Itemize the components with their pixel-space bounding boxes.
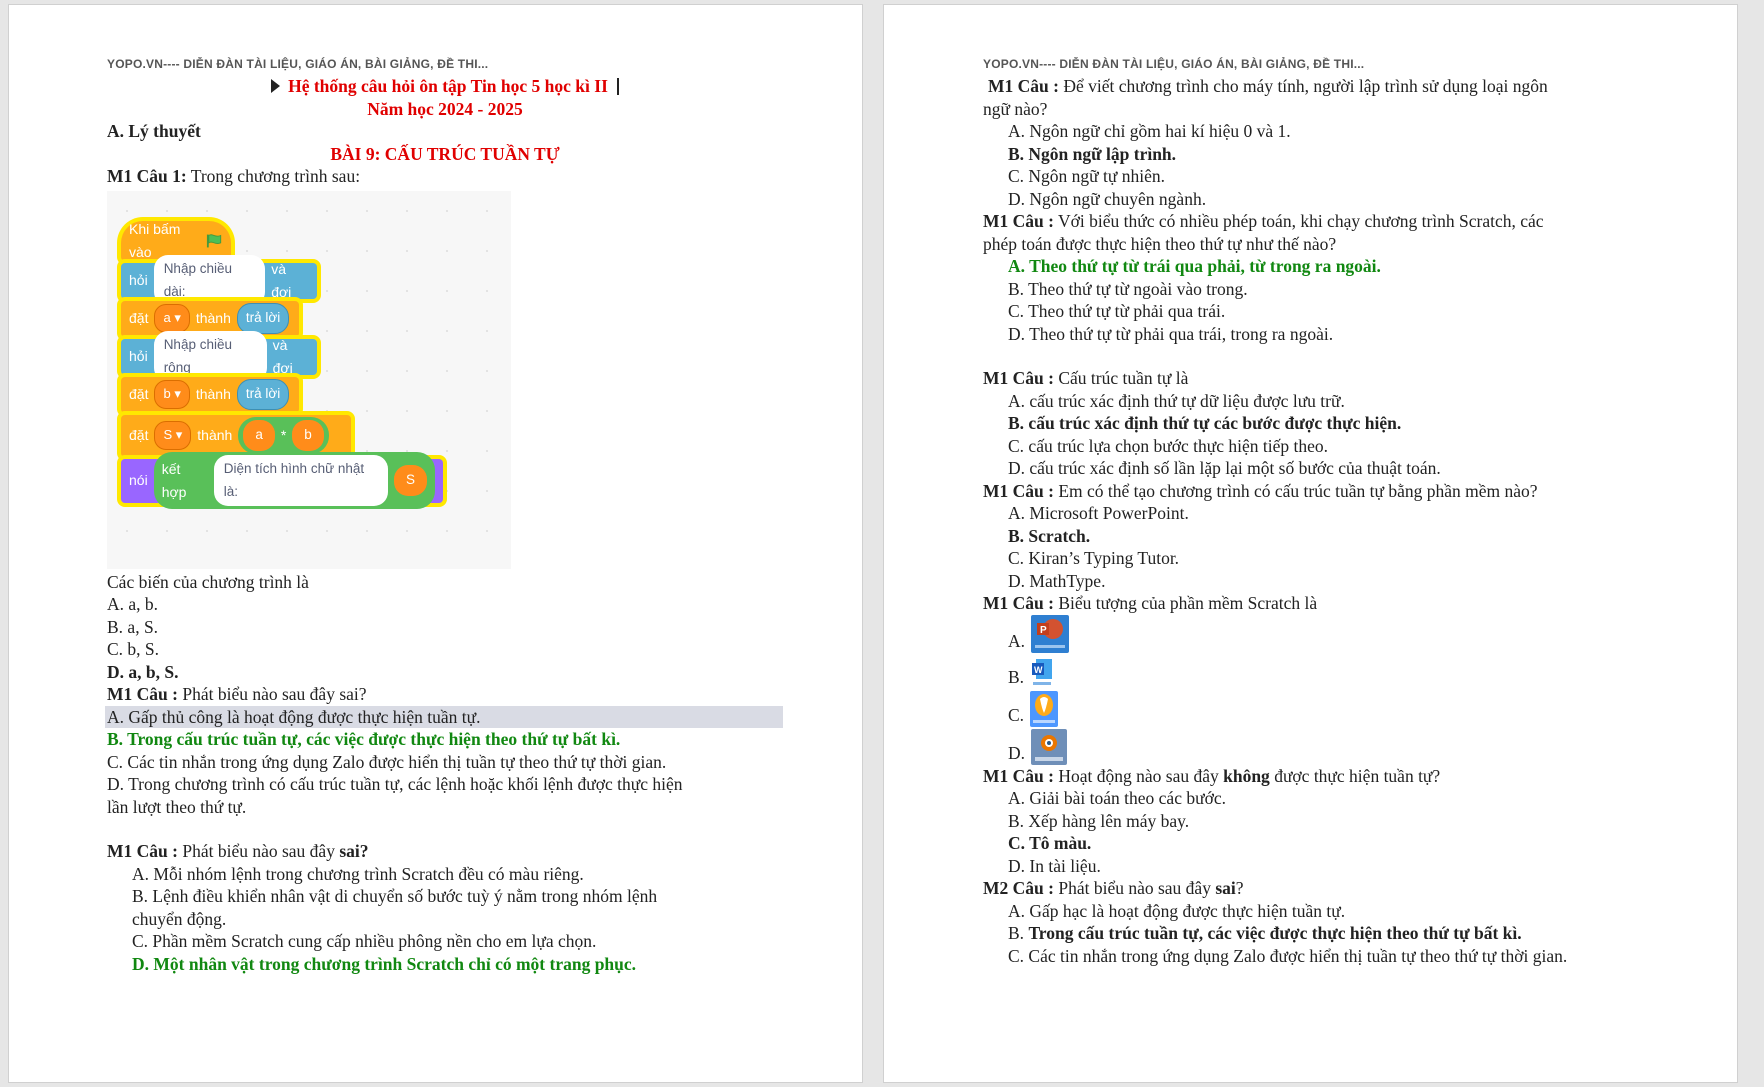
question-label: M1 Câu :: [983, 368, 1054, 388]
r1-option-c: C. Ngôn ngữ tự nhiên.: [1008, 166, 1166, 186]
r5-option-d: [983, 727, 1663, 765]
r1-option-d: D. Ngôn ngữ chuyên ngành.: [1008, 188, 1207, 209]
word-icon: [1030, 657, 1054, 689]
block-label: kết hợp: [161, 461, 187, 500]
green-flag-icon: [206, 233, 223, 249]
q1-option-c: C. b, S.: [107, 639, 160, 659]
operand-a: a: [243, 420, 275, 451]
q3-option-b-cont: chuyển động.: [132, 908, 227, 929]
scratch-program-image: [107, 191, 511, 569]
question-emphasis: sai?: [339, 841, 369, 861]
svg-text:P: P: [1040, 624, 1047, 636]
lesson-heading: BÀI 9: CẤU TRÚC TUẦN TỰ: [330, 143, 560, 164]
r-question-3: [983, 367, 1663, 390]
option-text: Trong cấu trúc tuần tự, các việc được thực hiện theo thứ tự bất kì.: [1028, 923, 1522, 943]
block-label: hỏi: [129, 348, 148, 365]
spacer: [983, 345, 1663, 367]
page-content: [107, 54, 783, 975]
r4-option-a: A. Microsoft PowerPoint.: [1008, 503, 1189, 523]
question-3: [107, 840, 783, 863]
operator-sign: *: [280, 427, 287, 444]
r5-option-b: [983, 653, 1663, 689]
r2-option-d: D. Theo thứ tự từ phải qua trái, trong ra ngoài.: [1008, 323, 1334, 344]
doc-title-line: [107, 75, 783, 98]
question-text: Em có thể tạo chương trình có cấu trúc tuần tự bằng phần mềm nào?: [1053, 480, 1538, 501]
question-label: M1 Câu :: [983, 765, 1054, 786]
doc-title: Hệ thống câu hỏi ôn tập Tin học 5 học kì II: [288, 76, 608, 96]
powerpoint-icon: [1031, 615, 1069, 653]
question-text: Trong chương trình sau:: [186, 166, 361, 186]
r-question-4: [983, 480, 1663, 503]
q2-option-c: C. Các tin nhắn trong ứng dụng Zalo được hiển thị tuần tự theo thứ tự thời gian.: [107, 751, 667, 772]
q3-option-c: C. Phần mềm Scratch cung cấp nhiều phông nền cho em lựa chọn.: [132, 931, 597, 951]
text-cursor: [617, 78, 619, 95]
join-variable: S: [394, 465, 427, 496]
question-emphasis: sai: [1215, 878, 1236, 898]
block-label: thành: [195, 310, 231, 327]
block-label: Khi bấm vào: [129, 221, 181, 260]
dropdown-value: S: [163, 427, 173, 443]
block-label: thành: [195, 386, 231, 403]
r-question-6: [983, 765, 1663, 788]
block-input: Nhập chiều dài:: [154, 255, 266, 306]
document-page-right: [883, 4, 1738, 1083]
r-question-5: [983, 592, 1663, 615]
r7-option-b: [983, 922, 1663, 945]
q2-option-b: B. Trong cấu trúc tuần tự, các việc được thực hiện theo thứ tự bất kì.: [107, 729, 621, 749]
variable-dropdown: S ▾: [154, 421, 191, 450]
multiply-operator: [238, 417, 328, 454]
question-2: [107, 683, 783, 706]
scratch-set-block-3: [121, 415, 351, 457]
r6-option-c: C. Tô màu.: [1008, 833, 1092, 853]
answer-reporter: trả lời: [237, 303, 289, 334]
question-text: Phát biểu nào sau đây: [177, 841, 340, 861]
block-label: hỏi: [129, 272, 148, 289]
scratch-ask-block-2: [121, 339, 317, 375]
r3-option-d: D. cấu trúc xác định số lần lặp lại một số bước của thuật toán.: [1008, 458, 1441, 478]
q1-option-b: B. a, S.: [107, 616, 159, 637]
r2-option-c: C. Theo thứ tự từ phải qua trái.: [1008, 301, 1226, 321]
question-1: [107, 165, 783, 188]
r-question-1: [983, 75, 1663, 98]
variable-dropdown: b ▾: [154, 380, 189, 409]
block-label: thành: [197, 427, 233, 444]
scratch-icon: [1030, 691, 1058, 727]
r4-option-b: B. Scratch.: [1008, 525, 1091, 546]
q2-option-a[interactable]: A. Gấp thủ công là hoạt động được thực hiện tuần tự.: [105, 706, 783, 729]
question-label: M1 Câu :: [983, 211, 1054, 231]
q3-option-a: A. Mỗi nhóm lệnh trong chương trình Scratch đều có màu riêng.: [132, 863, 584, 884]
section-heading: A. Lý thuyết: [107, 121, 201, 141]
page-header: YOPO.VN---- DIỄN ĐÀN TÀI LIỆU, GIÁO ÁN, BÀI GIẢNG, ĐỀ THI...: [983, 57, 1365, 71]
join-operator: [154, 452, 435, 509]
block-label: nói: [129, 472, 148, 489]
doc-year: Năm học 2024 - 2025: [367, 98, 523, 119]
dropdown-value: a: [163, 310, 171, 326]
r3-option-b: B. cấu trúc xác định thứ tự các bước được thực hiện.: [1008, 413, 1402, 433]
question-text: Phát biểu nào sau đây: [1053, 878, 1216, 898]
r3-option-a: A. cấu trúc xác định thứ tự dữ liệu được lưu trữ.: [1008, 390, 1345, 411]
spacer: [107, 818, 783, 840]
q1-option-d: D. a, b, S.: [107, 661, 179, 682]
join-text: Diện tích hình chữ nhật là:: [214, 455, 388, 506]
option-letter: D.: [1008, 743, 1026, 763]
r2-option-a: A. Theo thứ tự từ trái qua phải, từ trong ra ngoài.: [1008, 256, 1381, 276]
q2-option-d: D. Trong chương trình có cấu trúc tuần tự, các lệnh hoặc khối lệnh được thực hiện: [107, 774, 683, 794]
q3-option-d: D. Một nhân vật trong chương trình Scratch chỉ có một trang phục.: [132, 953, 637, 974]
question-text: Biểu tượng của phần mềm Scratch là: [1053, 593, 1318, 613]
variable-dropdown: a ▾: [154, 304, 189, 333]
r5-option-c: [983, 689, 1663, 727]
page-header: YOPO.VN---- DIỄN ĐÀN TÀI LIỆU, GIÁO ÁN, BÀI GIẢNG, ĐỀ THI...: [107, 57, 489, 71]
dropdown-value: b: [163, 386, 171, 402]
option-letter: B.: [1008, 923, 1029, 943]
question-label: M1 Câu :: [983, 593, 1054, 613]
question-label: M1 Câu :: [107, 841, 178, 861]
document-page-left: [8, 4, 863, 1083]
question-text: được thực hiện tuần tự?: [1269, 765, 1441, 786]
scratch-say-block: [121, 459, 443, 503]
r7-option-c: C. Các tin nhắn trong ứng dụng Zalo được hiển thị tuần tự theo thứ tự thời gian.: [1008, 945, 1568, 966]
r1-option-b: B. Ngôn ngữ lập trình.: [1008, 143, 1177, 164]
r1-option-a: A. Ngôn ngữ chỉ gồm hai kí hiệu 0 và 1.: [1008, 121, 1291, 141]
r-question-2-cont: phép toán được thực hiện theo thứ tự như thế nào?: [983, 233, 1337, 254]
r6-option-b: B. Xếp hàng lên máy bay.: [1008, 810, 1190, 831]
page-content: [983, 54, 1663, 967]
block-label: đặt: [129, 386, 149, 403]
q1-option-a: A. a, b.: [107, 594, 159, 614]
scratch-ask-block-1: [121, 263, 317, 299]
question-label: M1 Câu :: [107, 684, 178, 704]
question-label: M1 Câu :: [983, 480, 1054, 501]
r-question-1-cont: ngữ nào?: [983, 98, 1048, 119]
block-label: và đợi: [271, 261, 292, 300]
operand-b: b: [292, 420, 324, 451]
option-letter: B.: [1008, 667, 1025, 687]
r4-option-d: D. MathType.: [1008, 570, 1106, 591]
block-input: Nhập chiều rộng: [154, 331, 267, 382]
option-letter: A.: [1008, 631, 1026, 651]
answer-reporter: trả lời: [237, 379, 289, 410]
question-text: Hoạt động nào sau đây: [1053, 765, 1224, 786]
question-text: Phát biểu nào sau đây sai?: [177, 684, 367, 704]
blender-icon: [1031, 729, 1067, 765]
r6-option-d: D. In tài liệu.: [1008, 855, 1101, 876]
r4-option-c: C. Kiran’s Typing Tutor.: [1008, 548, 1180, 568]
question-emphasis: không: [1223, 765, 1270, 786]
question-text: Cấu trúc tuần tự là: [1053, 368, 1189, 388]
r2-option-b: B. Theo thứ tự từ ngoài vào trong.: [1008, 278, 1248, 299]
r-question-7: [983, 877, 1663, 900]
question-label: M1 Câu 1:: [107, 166, 187, 186]
question-label: M2 Câu :: [983, 878, 1054, 898]
block-label: và đợi: [272, 337, 293, 376]
scratch-set-block-2: [121, 377, 299, 413]
r-question-2: [983, 210, 1663, 233]
option-letter: C.: [1008, 705, 1025, 725]
r6-option-a: A. Giải bài toán theo các bước.: [1008, 788, 1226, 808]
q3-option-b: B. Lệnh điều khiển nhân vật di chuyển số bước tuỳ ý nằm trong nhóm lệnh: [132, 886, 658, 906]
question-text: ?: [1235, 878, 1244, 898]
question-text: Để viết chương trình cho máy tính, người lập trình sử dụng loại ngôn: [1058, 76, 1548, 96]
question-text: Với biểu thức có nhiều phép toán, khi chạy chương trình Scratch, các: [1053, 211, 1544, 231]
question-label: M1 Câu :: [988, 76, 1059, 96]
r7-option-a: A. Gấp hạc là hoạt động được thực hiện tuần tự.: [1008, 900, 1346, 921]
block-label: đặt: [129, 310, 149, 327]
r5-option-a: [983, 615, 1663, 653]
svg-text:W: W: [1034, 664, 1043, 675]
q2-option-d-cont: lần lượt theo thứ tự.: [107, 796, 247, 817]
block-label: đặt: [129, 427, 149, 444]
question-1-prompt: Các biến của chương trình là: [107, 571, 309, 592]
r3-option-c: C. cấu trúc lựa chọn bước thực hiện tiếp theo.: [1008, 435, 1329, 456]
bullet-triangle-icon: [271, 79, 280, 93]
